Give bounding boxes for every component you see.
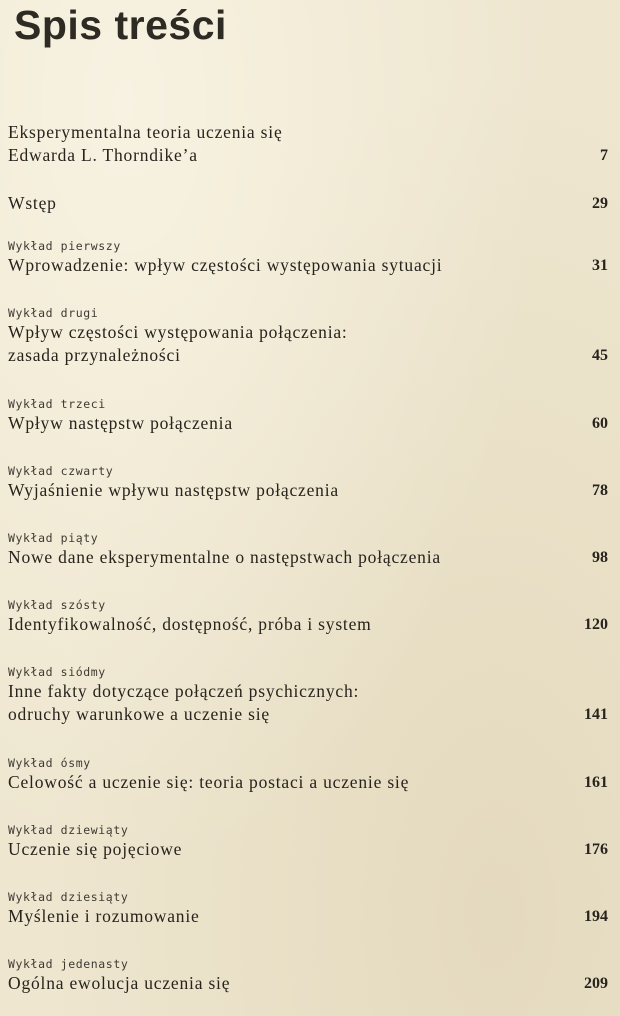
entry-title-line: Uczenie się pojęciowe xyxy=(8,839,183,859)
lecture-label: Wykład trzeci xyxy=(8,397,106,411)
page-number: 161 xyxy=(584,774,608,791)
toc-entry xyxy=(8,889,612,928)
entry-title-line: Wyjaśnienie wpływu następstw połączenia xyxy=(8,480,339,500)
toc-entry xyxy=(8,396,612,435)
lecture-label: Wykład siódmy xyxy=(8,665,106,679)
toc-entry xyxy=(8,956,612,995)
lecture-label: Wykład dziesiąty xyxy=(8,890,129,904)
toc-entry xyxy=(8,755,612,794)
entry-title-line: Celowość a uczenie się: teoria postaci a uczenie się xyxy=(8,772,410,792)
lecture-label: Wykład dziewiąty xyxy=(8,823,129,837)
lecture-label: Wykład szósty xyxy=(8,598,106,612)
entry-title-line: Inne fakty dotyczące połączeń psychicznych: xyxy=(8,681,360,701)
lecture-label: Wykład piąty xyxy=(8,531,99,545)
page-number: 31 xyxy=(592,257,608,274)
entry-title-line: Wprowadzenie: wpływ częstości występowania sytuacji xyxy=(8,255,443,275)
lecture-label: Wykład czwarty xyxy=(8,464,114,478)
entry-title-line: odruchy warunkowe a uczenie się xyxy=(8,704,270,724)
toc-entry xyxy=(8,238,612,277)
toc-entry xyxy=(8,664,612,726)
toc-entry xyxy=(8,463,612,502)
entry-title-line: Ogólna ewolucja uczenia się xyxy=(8,973,231,993)
toc-entry xyxy=(8,305,612,367)
entry-title-line: Wpływ częstości występowania połączenia: xyxy=(8,322,348,342)
page-number: 176 xyxy=(584,841,608,858)
toc-entry xyxy=(8,121,612,167)
entry-title-line: Wstęp xyxy=(8,193,57,213)
lecture-label: Wykład drugi xyxy=(8,306,99,320)
page-number: 60 xyxy=(592,415,608,432)
entry-title-line: Wpływ następstw połączenia xyxy=(8,413,233,433)
lecture-label: Wykład pierwszy xyxy=(8,239,121,253)
entry-title-line: Nowe dane eksperymentalne o następstwach połączenia xyxy=(8,547,441,567)
entry-title-line: Eksperymentalna teoria uczenia się xyxy=(8,122,283,142)
lecture-label: Wykład jedenasty xyxy=(8,957,129,971)
page-number: 98 xyxy=(592,549,608,566)
page-number: 120 xyxy=(584,616,608,633)
entry-title-line: Myślenie i rozumowanie xyxy=(8,906,200,926)
page-number: 45 xyxy=(592,347,608,364)
page-number: 194 xyxy=(584,908,608,925)
page-number: 141 xyxy=(584,706,608,723)
toc-entry xyxy=(8,192,612,215)
entry-title-line: Edwarda L. Thorndike’a xyxy=(8,145,198,165)
page-number: 7 xyxy=(600,147,608,164)
page-number: 209 xyxy=(584,975,608,992)
toc-entry xyxy=(8,822,612,861)
entry-title-line: Identyfikowalność, dostępność, próba i system xyxy=(8,614,372,634)
entry-title-line: zasada przynależności xyxy=(8,345,181,365)
page-number: 78 xyxy=(592,482,608,499)
page-title: Spis treści xyxy=(14,2,227,48)
toc-entry xyxy=(8,530,612,569)
toc-entry xyxy=(8,597,612,636)
lecture-label: Wykład ósmy xyxy=(8,756,91,770)
page-number: 29 xyxy=(592,195,608,212)
